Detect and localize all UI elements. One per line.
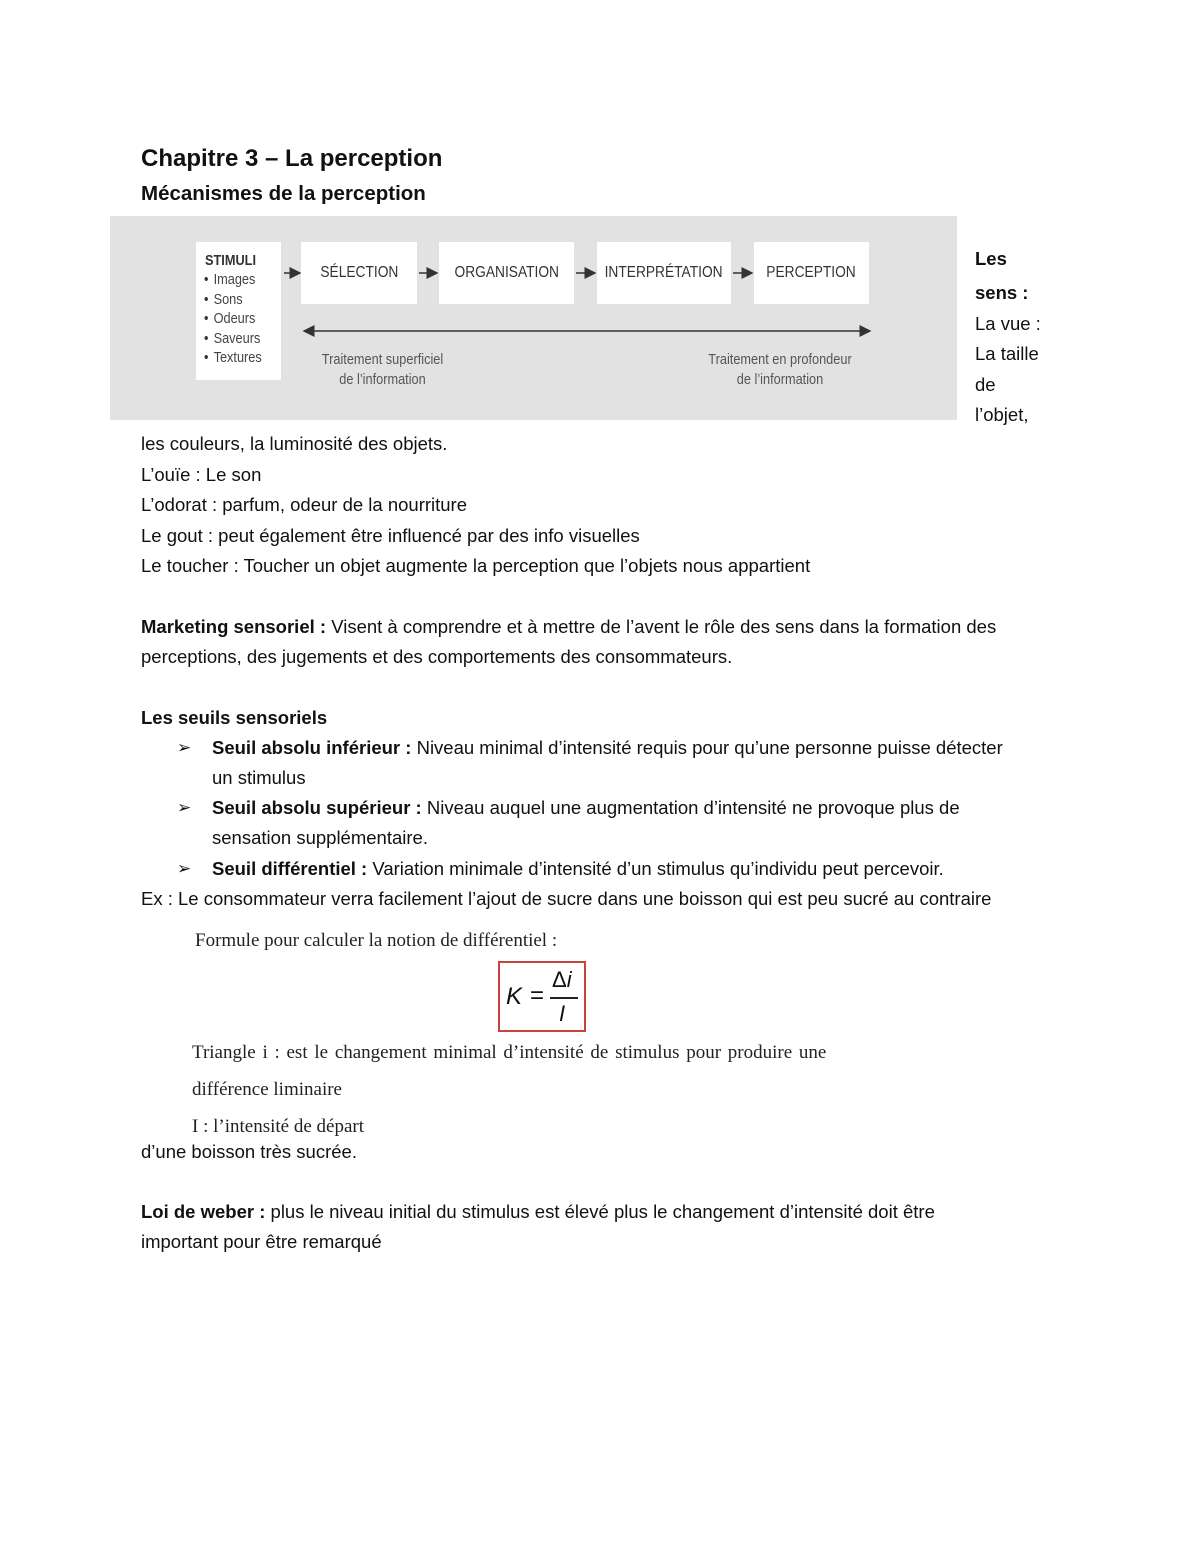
page-title: Chapitre 3 – La perception [141,145,443,172]
stage-label: INTERPRÉTATION [605,264,723,281]
term-text: Visent à comprendre et à mettre de l’avent le rôle des sens dans la formation des [326,616,997,637]
stimuli-item: • Textures [204,348,262,368]
vue-text: l’objet, [975,404,1029,425]
vue-text: les couleurs, la luminosité des objets. [141,433,448,454]
formula-equals: = [530,982,545,1009]
caption-line: Traitement en profondeur [708,351,852,368]
term-label: Seuil différentiel : [212,858,368,879]
stage-label: PERCEPTION [766,264,857,281]
sens-toucher [141,556,810,576]
vue-text: de [975,374,996,395]
formula-denominator: I [559,1001,566,1026]
stage-interpretation [597,242,731,304]
seuil-item [212,738,1003,758]
term-label: Marketing sensoriel : [141,616,327,637]
sens-text: parfum, odeur de la nourriture [217,494,468,515]
seuils-heading: Les seuils sensoriels [141,707,328,728]
sens-label: Le toucher : [141,555,239,576]
sens-ouie [141,465,261,485]
sens-heading-2: sens : [975,282,1029,303]
weber-formula [498,961,586,1032]
sens-text: peut également être influencé par des info visuelles [213,525,640,546]
example-text-cont: d’une boisson très sucrée. [141,1141,357,1162]
fraction-bar [550,997,578,999]
stimuli-item: • Images [204,270,262,290]
sens-odorat [141,495,467,515]
weber-paragraph [141,1202,935,1222]
formula-explanation: Triangle i : est le changement minimal d’intensité de stimulus pour produire une [192,1042,827,1063]
stage-perception [754,242,869,304]
seuil-item [212,859,944,879]
example-text: Ex : Le consommateur verra facilement l’ajout de sucre dans une boisson qui est peu sucré au contraire [141,888,992,909]
sens-text: Le son [200,464,262,485]
stage-selection [301,242,417,304]
stage-label: SÉLECTION [320,264,398,281]
sens-text: Toucher un objet augmente la perception que l’objets nous appartient [238,555,811,576]
formula-numerator [552,967,572,993]
marketing-paragraph [141,617,996,637]
term-label: Loi de weber : [141,1201,266,1222]
formula-intro: Formule pour calculer la notion de différentiel : [195,930,558,951]
marketing-paragraph-cont: perceptions, des jugements et des comportements des consommateurs. [141,646,733,667]
sens-label: L’ouïe : [141,464,201,485]
left-caption [312,350,452,390]
caption-line: de l’information [339,371,426,388]
weber-paragraph-cont: important pour être remarqué [141,1231,382,1252]
term-text: Variation minimale d’intensité d’un stimulus qu’individu peut percevoir. [367,858,944,879]
stage-organisation [439,242,574,304]
vue-label: La vue : [975,313,1041,334]
term-text: Niveau minimal d’intensité requis pour qu’une personne puisse détecter [411,737,1003,758]
stimuli-list [204,270,272,368]
seuil-item [212,798,960,818]
term-label: Seuil absolu inférieur : [212,737,412,758]
sens-gout [141,526,640,546]
seuil-item-cont: un stimulus [212,767,306,788]
sens-label: L’odorat : [141,494,218,515]
term-text: Niveau auquel une augmentation d’intensité ne provoque plus de [421,797,960,818]
vue-text: La taille [975,343,1039,364]
seuil-item-cont: sensation supplémentaire. [212,827,428,848]
delta-symbol: Δ [552,967,567,992]
sens-label: Le gout : [141,525,214,546]
section-title: Mécanismes de la perception [141,182,426,205]
term-label: Seuil absolu supérieur : [212,797,422,818]
stimuli-header: STIMULI [205,252,256,269]
formula-k: K [506,983,523,1010]
caption-line: Traitement superficiel [321,351,444,368]
caption-line: de l’information [736,371,824,388]
stimuli-box [196,242,281,380]
arrow-bullet-icon: ➢ [177,798,192,817]
term-text: plus le niveau initial du stimulus est élevé plus le changement d’intensité doit être [265,1201,935,1222]
stimuli-item: • Saveurs [204,329,262,349]
arrow-bullet-icon: ➢ [177,859,192,878]
right-caption [704,350,857,390]
formula-explanation: différence liminaire [192,1079,342,1100]
perception-process-figure [110,216,957,420]
formula-explanation: I : l’intensité de départ [192,1116,364,1137]
stimuli-item: • Odeurs [204,309,262,329]
arrow-bullet-icon: ➢ [177,738,192,757]
sens-heading-1: Les [975,248,1007,269]
formula-i: i [566,967,572,992]
stage-label: ORGANISATION [454,264,559,281]
stimuli-item: • Sons [204,290,262,310]
